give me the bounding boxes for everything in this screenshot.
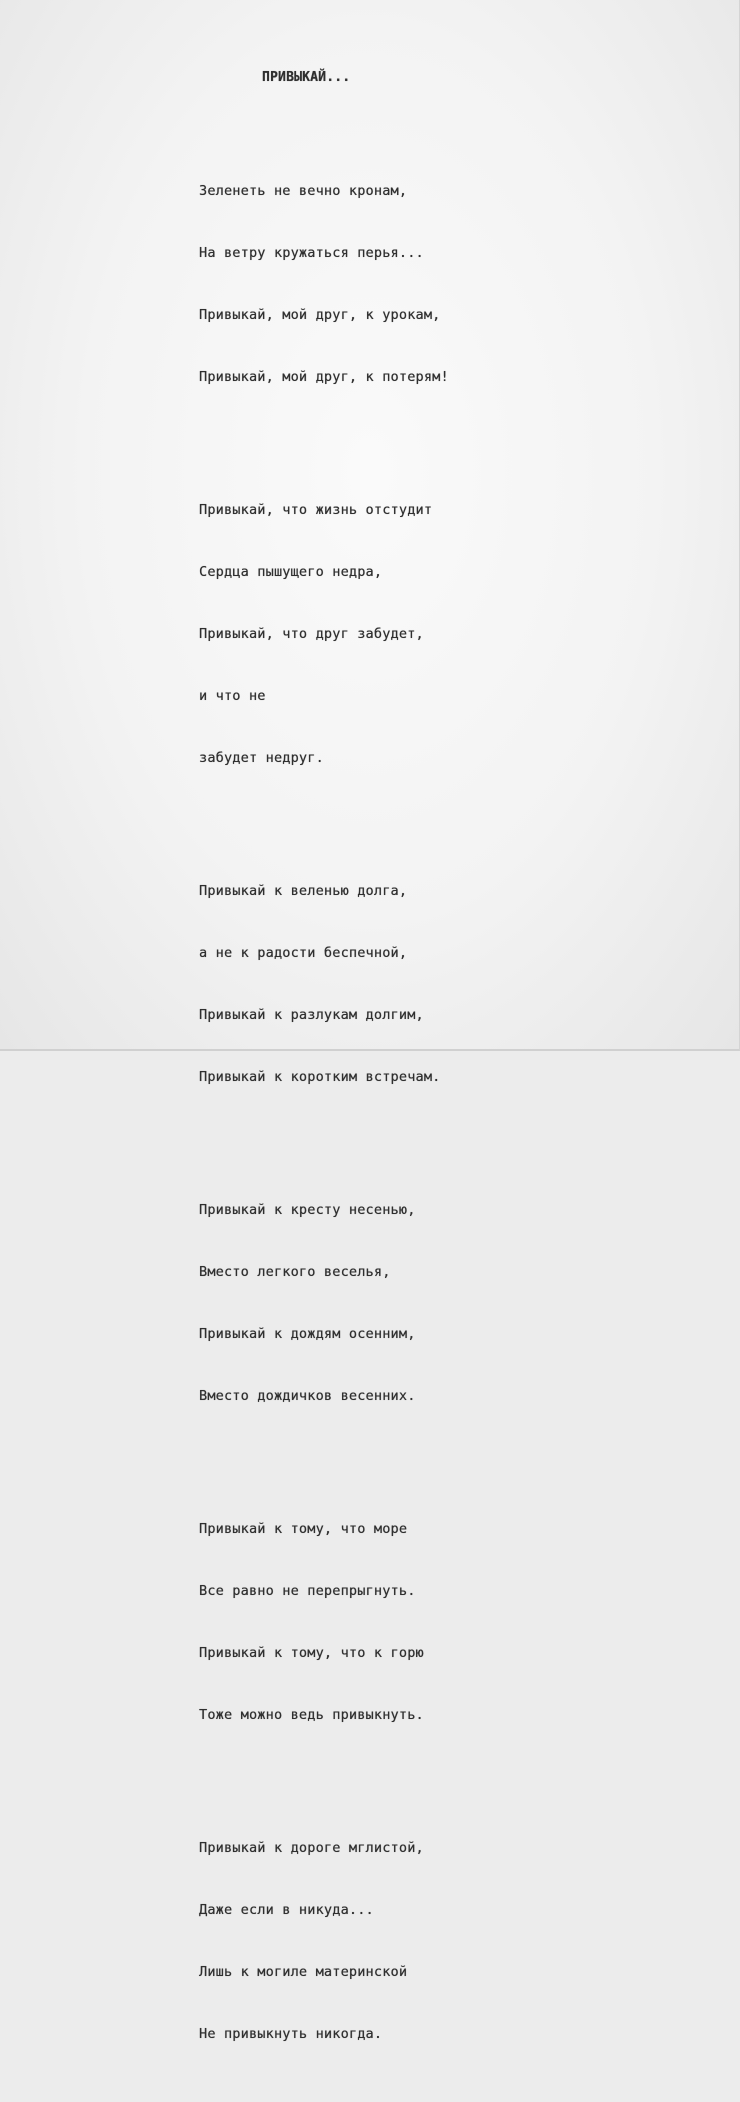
poem-line: Привыкай к дороге мглистой, — [199, 1840, 424, 1856]
poem-line: Привыкай к тому, что море — [199, 1521, 408, 1537]
poem-line: а не к радости беспечной, — [199, 945, 408, 961]
poem-line: Привыкай к веленью долга, — [199, 883, 408, 899]
poem-line: Вместо дождичков весенних. — [199, 1388, 416, 1404]
poem-line: Вместо легкого веселья, — [199, 1264, 391, 1280]
poem-line: Привыкай, мой друг, к урокам, — [199, 307, 441, 323]
poem-line: Тоже можно ведь привыкнуть. — [199, 1707, 424, 1723]
poem-line: Привыкай, что жизнь отстудит — [199, 502, 433, 518]
poem-line: Привыкай к дождям осенним, — [199, 1326, 416, 1342]
poem-line: Привыкай к разлукам долгим, — [199, 1007, 424, 1023]
stanza — [199, 1163, 449, 1443]
stanza — [199, 1482, 449, 1762]
poem-line: Зеленеть не вечно кронам, — [199, 183, 408, 199]
stanza — [199, 844, 449, 1124]
poem-title: ПРИВЫКАЙ... — [262, 70, 351, 85]
poem-line: Даже если в никуда... — [199, 1902, 374, 1918]
poem-line: и что не — [199, 688, 266, 704]
poem-line: забудет недруг. — [199, 750, 324, 766]
poem-line: Лишь к могиле материнской — [199, 1964, 408, 1980]
poem-line: Не привыкнуть никогда. — [199, 2026, 383, 2042]
poem-line: Сердца пышущего недра, — [199, 564, 383, 580]
poem-line: Привыкай к кресту несенью, — [199, 1202, 416, 1218]
poem-line: Все равно не перепрыгнуть. — [199, 1583, 416, 1599]
stanza — [199, 144, 449, 424]
poem-body — [199, 112, 449, 2102]
poem-line: Привыкай к тому, что к горю — [199, 1645, 424, 1661]
poem-line: На ветру кружаться перья... — [199, 245, 424, 261]
poem-line: Привыкай, мой друг, к потерям! — [199, 369, 449, 385]
stanza — [199, 463, 449, 805]
poem-line: Привыкай, что друг забудет, — [199, 626, 424, 642]
stanza — [199, 1801, 449, 2081]
poem-line: Привыкай к коротким встречам. — [199, 1069, 441, 1085]
